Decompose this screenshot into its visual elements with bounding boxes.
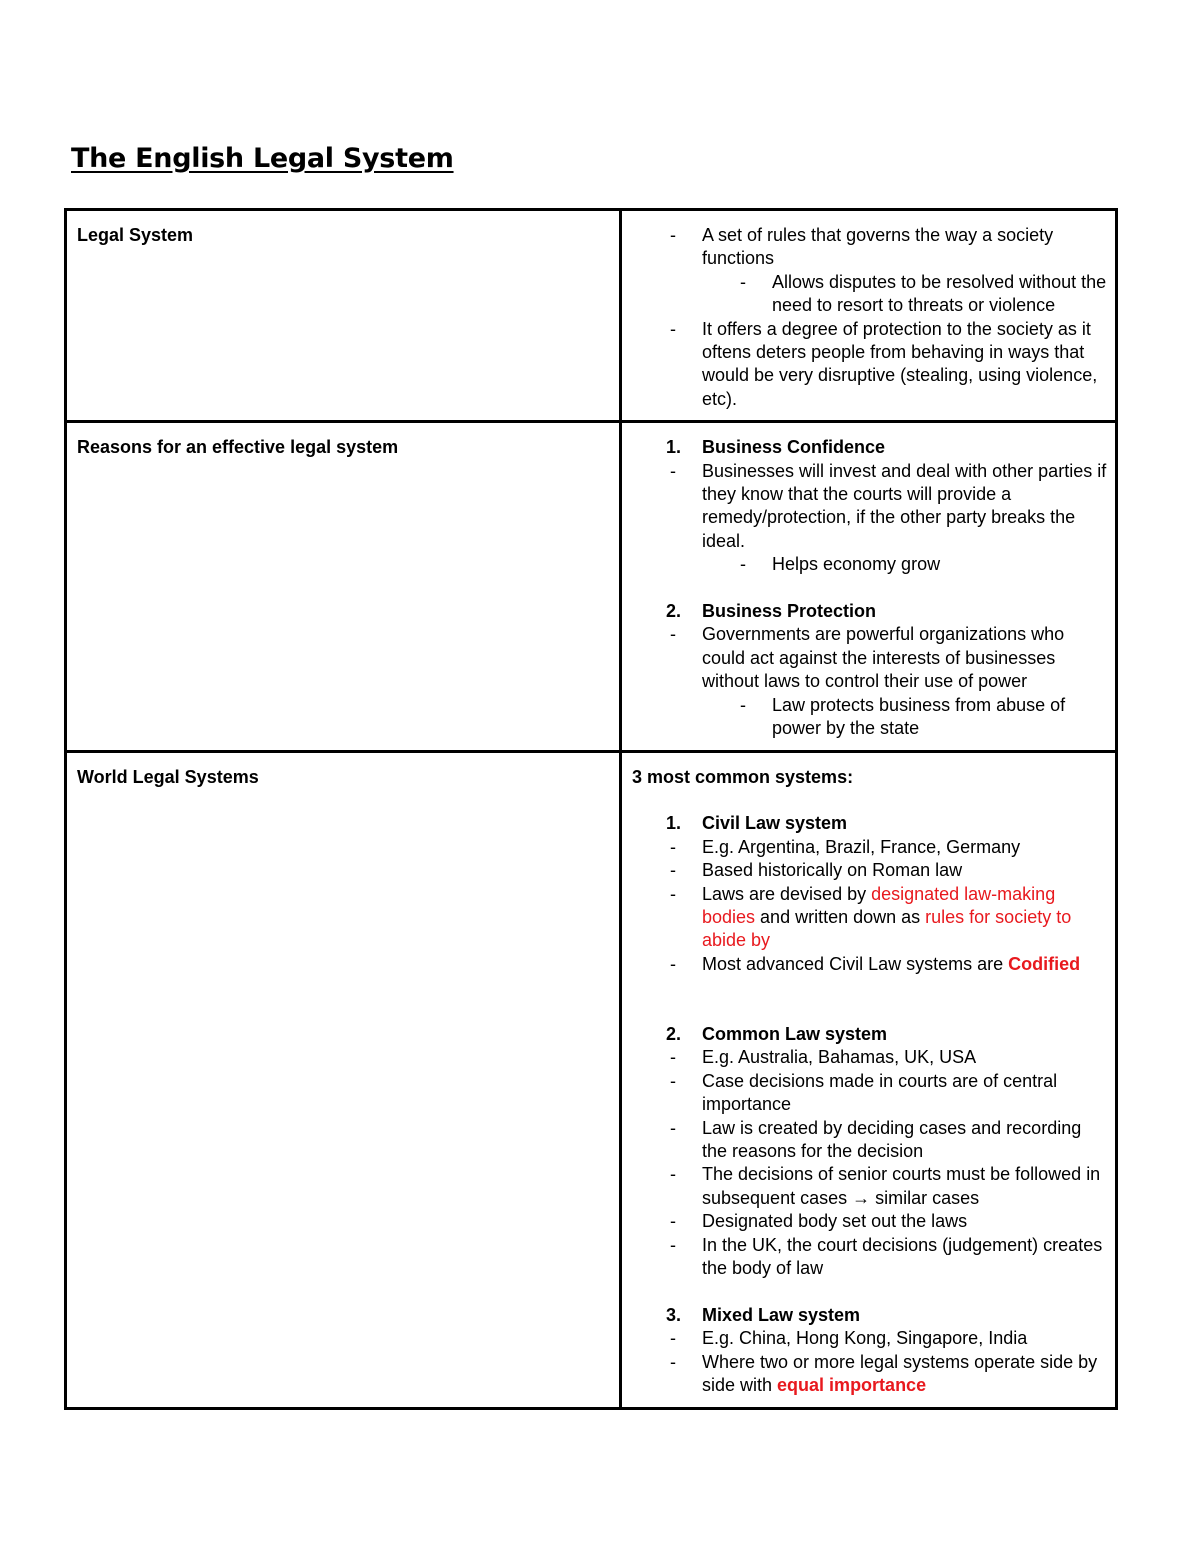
bullet: - E.g. China, Hong Kong, Singapore, India [670, 1328, 1028, 1349]
numbered-heading: 1. Business Confidence [666, 437, 886, 458]
row-label: World Legal Systems [66, 751, 621, 1408]
bullet: - Laws are devised by designated law-making bodies and written down as rules for society to abide by [670, 883, 1072, 951]
bullet: - E.g. Australia, Bahamas, UK, USA [670, 1047, 977, 1068]
numbered-heading: 2. Common Law system [666, 1023, 888, 1044]
table-row [66, 422, 1117, 751]
row-label: Reasons for an effective legal system [66, 422, 621, 751]
row-label: Legal System [66, 210, 621, 422]
bullet: - It offers a degree of protection to the society as it oftens deters people from behaving in ways that would be very disruptive (stealing, using violence, etc). [670, 318, 1098, 409]
bullet: - Designated body set out the laws [670, 1211, 968, 1232]
row-content [621, 751, 1117, 1408]
page-title: The English Legal System [71, 143, 454, 174]
sub-bullet: - Allows disputes to be resolved without the need to resort to threats or violence [740, 271, 1107, 316]
intro-heading: 3 most common systems: [632, 766, 854, 787]
numbered-heading: 3. Mixed Law system [666, 1304, 861, 1325]
bullet: - Most advanced Civil Law systems are Codified [670, 953, 1081, 974]
table-row [66, 751, 1117, 1408]
bullet: - A set of rules that governs the way a society functions [670, 225, 1054, 269]
sub-bullet: - Helps economy grow [740, 554, 941, 575]
numbered-heading: 2. Business Protection [666, 601, 877, 622]
bullet: - Governments are powerful organizations who could act against the interests of businesses without laws to control their use of power [670, 624, 1065, 692]
row-content [621, 422, 1117, 751]
bullet: - Law is created by deciding cases and recording the reasons for the decision [670, 1117, 1082, 1161]
sub-bullet: - Law protects business from abuse of power by the state [740, 694, 1066, 739]
bullet: - E.g. Argentina, Brazil, France, Germany [670, 836, 1021, 857]
bullet: - Based historically on Roman law [670, 860, 963, 881]
row-content [621, 210, 1117, 422]
bullet: - Where two or more legal systems operate side by side with equal importance [670, 1351, 1098, 1396]
notes-table [64, 208, 1118, 1410]
bullet: - The decisions of senior courts must be followed in subsequent cases → similar cases [670, 1164, 1101, 1208]
bullet: - In the UK, the court decisions (judgement) creates the body of law [670, 1234, 1103, 1279]
bullet: - Case decisions made in courts are of central importance [670, 1070, 1058, 1115]
table-row [66, 210, 1117, 422]
bullet: - Businesses will invest and deal with other parties if they know that the courts will provide a remedy/protection, if the other party breaks the ideal. [670, 460, 1107, 551]
numbered-heading: 1. Civil Law system [666, 813, 848, 834]
